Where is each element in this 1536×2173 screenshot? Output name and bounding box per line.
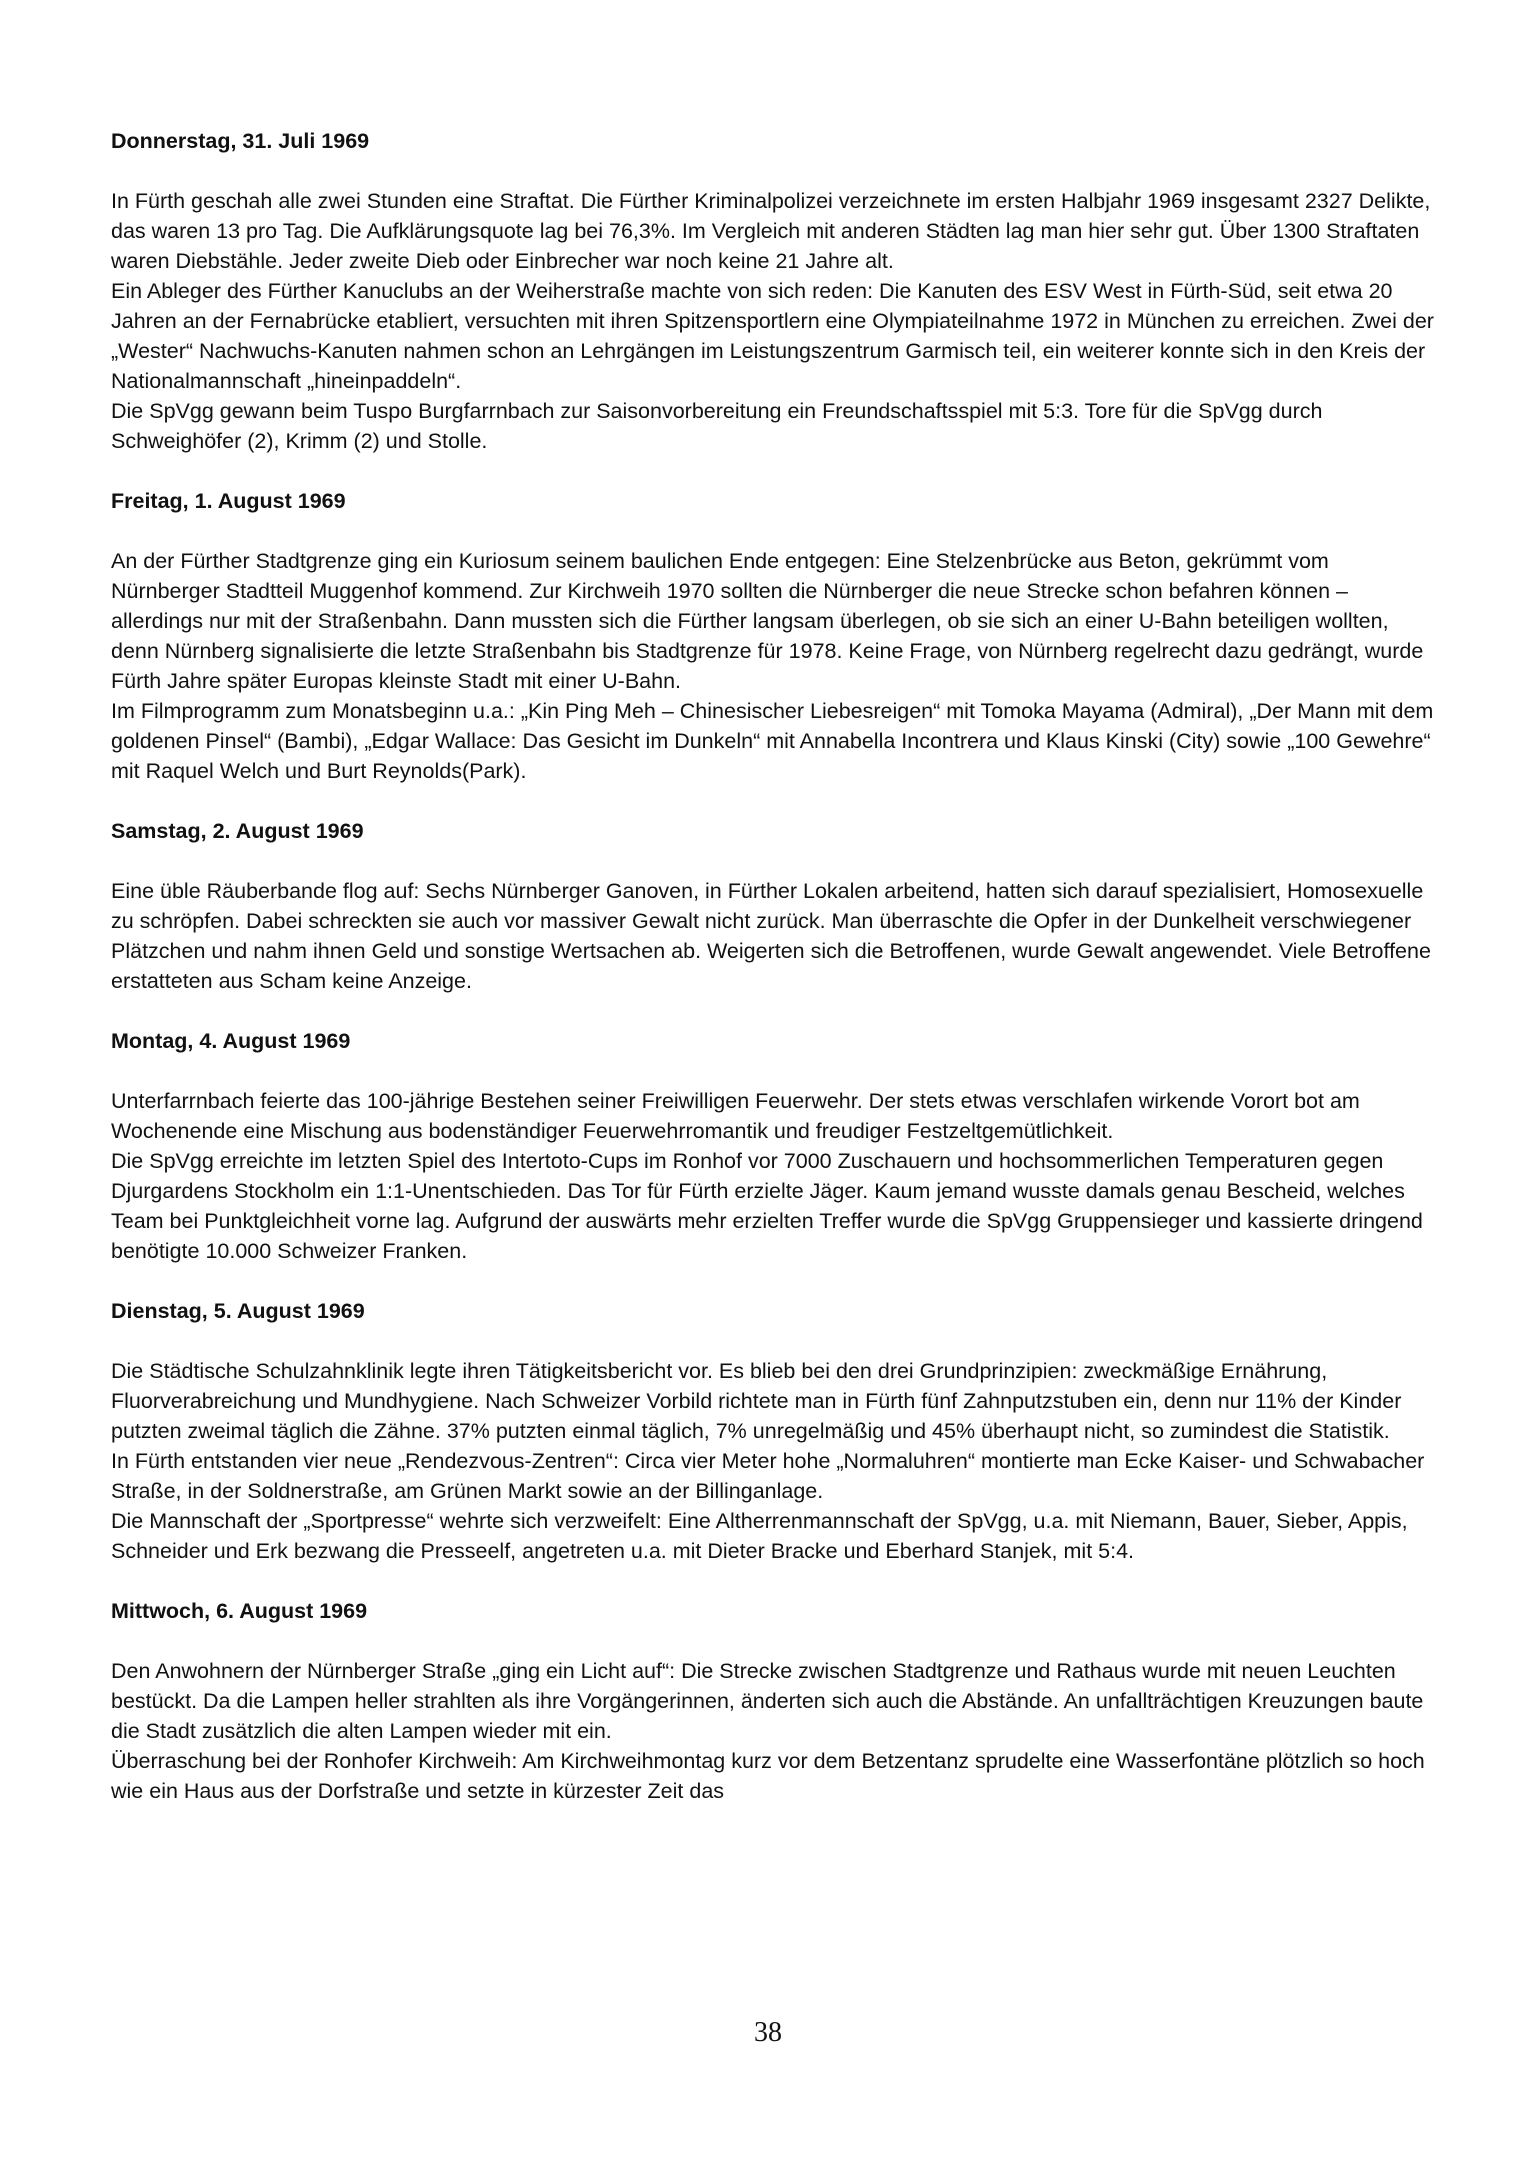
entry-paragraph: An der Fürther Stadtgrenze ging ein Kuriosum seinem baulichen Ende entgegen: Eine Stelzenbrücke aus Beton, gekrümmt vom Nürnberger Stadtteil Muggenhof kommend. Zur Kirchweih 1970 sollten die Nürnberger die neue Strecke schon befahren können – allerdings nur mit der Straßenbahn. Dann mussten sich die Fürther langsam überlegen, ob sie sich an einer U-Bahn beteiligen wollten, denn Nürnberg signalisierte die letzte Straßenbahn bis Stadtgrenze für 1978. Keine Frage, von Nürnberg regelrecht dazu gedrängt, wurde Fürth Jahre später Europas kleinste Stadt mit einer U-Bahn.: [111, 549, 1424, 693]
entry-paragraph: In Fürth geschah alle zwei Stunden eine Straftat. Die Fürther Kriminalpolizei verzeichnete im ersten Halbjahr 1969 insgesamt 2327 Delikte, das waren 13 pro Tag. Die Aufklärungsquote lag bei 76,3%. Im Vergleich mit anderen Städten lag man hier sehr gut. Über 1300 Straftaten waren Diebstähle. Jeder zweite Dieb oder Einbrecher war noch keine 21 Jahre alt.: [111, 189, 1431, 273]
entry-1969-08-02: [111, 816, 1436, 996]
entry-date-heading: Montag, 4. August 1969: [111, 1029, 351, 1053]
entry-paragraph: Ein Ableger des Fürther Kanuclubs an der Weiherstraße machte von sich reden: Die Kanuten des ESV West in Fürth-Süd, seit etwa 20 Jahren an der Fernabrücke etabliert, versuchten mit ihren Spitzensportlern eine Olympiateilnahme 1972 in München zu erreichen. Zwei der „Wester“ Nachwuchs-Kanuten nahmen schon an Lehrgängen im Leistungszentrum Garmisch teil, ein weiterer konnte sich in den Kreis der Nationalmannschaft „hineinpaddeln“.: [111, 279, 1434, 393]
entry-paragraph: Eine üble Räuberbande flog auf: Sechs Nürnberger Ganoven, in Fürther Lokalen arbeitend, hatten sich darauf spezialisiert, Homosexuelle zu schröpfen. Dabei schreckten sie auch vor massiver Gewalt nicht zurück. Man überraschte die Opfer in der Dunkelheit verschwiegener Plätzchen und nahm ihnen Geld und sonstige Wertsachen ab. Weigerten sich die Betroffenen, wurde Gewalt angewendet. Viele Betroffene erstatteten aus Scham keine Anzeige.: [111, 879, 1431, 993]
entry-1969-08-06: [111, 1596, 1436, 1806]
entry-date-heading: Freitag, 1. August 1969: [111, 489, 346, 513]
entry-paragraph: Überraschung bei der Ronhofer Kirchweih: Am Kirchweihmontag kurz vor dem Betzentanz sprudelte eine Wasserfontäne plötzlich so hoch wie ein Haus aus der Dorfstraße und setzte in kürzester Zeit das: [111, 1749, 1425, 1803]
entry-paragraph: Die SpVgg gewann beim Tuspo Burgfarrnbach zur Saisonvorbereitung ein Freundschaftsspiel mit 5:3. Tore für die SpVgg durch Schweighöfer (2), Krimm (2) und Stolle.: [111, 399, 1323, 453]
entry-paragraph: In Fürth entstanden vier neue „Rendezvous-Zentren“: Circa vier Meter hohe „Normaluhren“ montierte man Ecke Kaiser- und Schwabacher Straße, in der Soldnerstraße, am Grünen Markt sowie an der Billinganlage.: [111, 1449, 1425, 1503]
entry-date-heading: Dienstag, 5. August 1969: [111, 1299, 365, 1323]
entry-paragraph: Die Mannschaft der „Sportpresse“ wehrte sich verzweifelt: Eine Altherrenmannschaft der SpVgg, u.a. mit Niemann, Bauer, Sieber, Appis, Schneider und Erk bezwang die Presseelf, angetreten u.a. mit Dieter Bracke und Eberhard Stanjek, mit 5:4.: [111, 1509, 1408, 1563]
entry-date-heading: Donnerstag, 31. Juli 1969: [111, 129, 370, 153]
entry-date-heading: Samstag, 2. August 1969: [111, 819, 364, 843]
page-number: 38: [754, 2017, 782, 2048]
entry-1969-08-05: [111, 1296, 1436, 1566]
entry-paragraph: Im Filmprogramm zum Monatsbeginn u.a.: „Kin Ping Meh – Chinesischer Liebesreigen“ mit Tomoka Mayama (Admiral), „Der Mann mit dem goldenen Pinsel“ (Bambi), „Edgar Wallace: Das Gesicht im Dunkeln“ mit Annabella Incontrera und Klaus Kinski (City) sowie „100 Gewehre“ mit Raquel Welch und Burt Reynolds(Park).: [111, 699, 1434, 783]
entry-paragraph: Unterfarrnbach feierte das 100-jährige Bestehen seiner Freiwilligen Feuerwehr. Der stets etwas verschlafen wirkende Vorort bot am Wochenende eine Mischung aus bodenständiger Feuerwehrromantik und freudiger Festzeltgemütlichkeit.: [111, 1089, 1360, 1143]
entry-1969-08-04: [111, 1026, 1436, 1266]
entry-paragraph: Die Städtische Schulzahnklinik legte ihren Tätigkeitsbericht vor. Es blieb bei den drei Grundprinzipien: zweckmäßige Ernährung, Fluorverabreichung und Mundhygiene. Nach Schweizer Vorbild richtete man in Fürth fünf Zahnputzstuben ein, denn nur 11% der Kinder putzten zweimal täglich die Zähne. 37% putzten einmal täglich, 7% unregelmäßig und 45% überhaupt nicht, so zumindest die Statistik.: [111, 1359, 1402, 1443]
entry-1969-07-31: [111, 126, 1436, 456]
entry-paragraph: Die SpVgg erreichte im letzten Spiel des Intertoto-Cups im Ronhof vor 7000 Zuschauern und hochsommerlichen Temperaturen gegen Djurgardens Stockholm ein 1:1-Unentschieden. Das Tor für Fürth erzielte Jäger. Kaum jemand wusste damals genau Bescheid, welches Team bei Punktgleichheit vorne lag. Aufgrund der auswärts mehr erzielten Treffer wurde die SpVgg Gruppensieger und kassierte dringend benötigte 10.000 Schweizer Franken.: [111, 1149, 1423, 1263]
entry-paragraph: Den Anwohnern der Nürnberger Straße „ging ein Licht auf“: Die Strecke zwischen Stadtgrenze und Rathaus wurde mit neuen Leuchten bestückt. Da die Lampen heller strahlten als ihre Vorgängerinnen, änderten sich auch die Abstände. An unfallträchtigen Kreuzungen baute die Stadt zusätzlich die alten Lampen wieder mit ein.: [111, 1659, 1424, 1743]
entry-date-heading: Mittwoch, 6. August 1969: [111, 1599, 368, 1623]
entry-1969-08-01: [111, 486, 1436, 786]
chronicle-content: [111, 126, 1436, 1836]
